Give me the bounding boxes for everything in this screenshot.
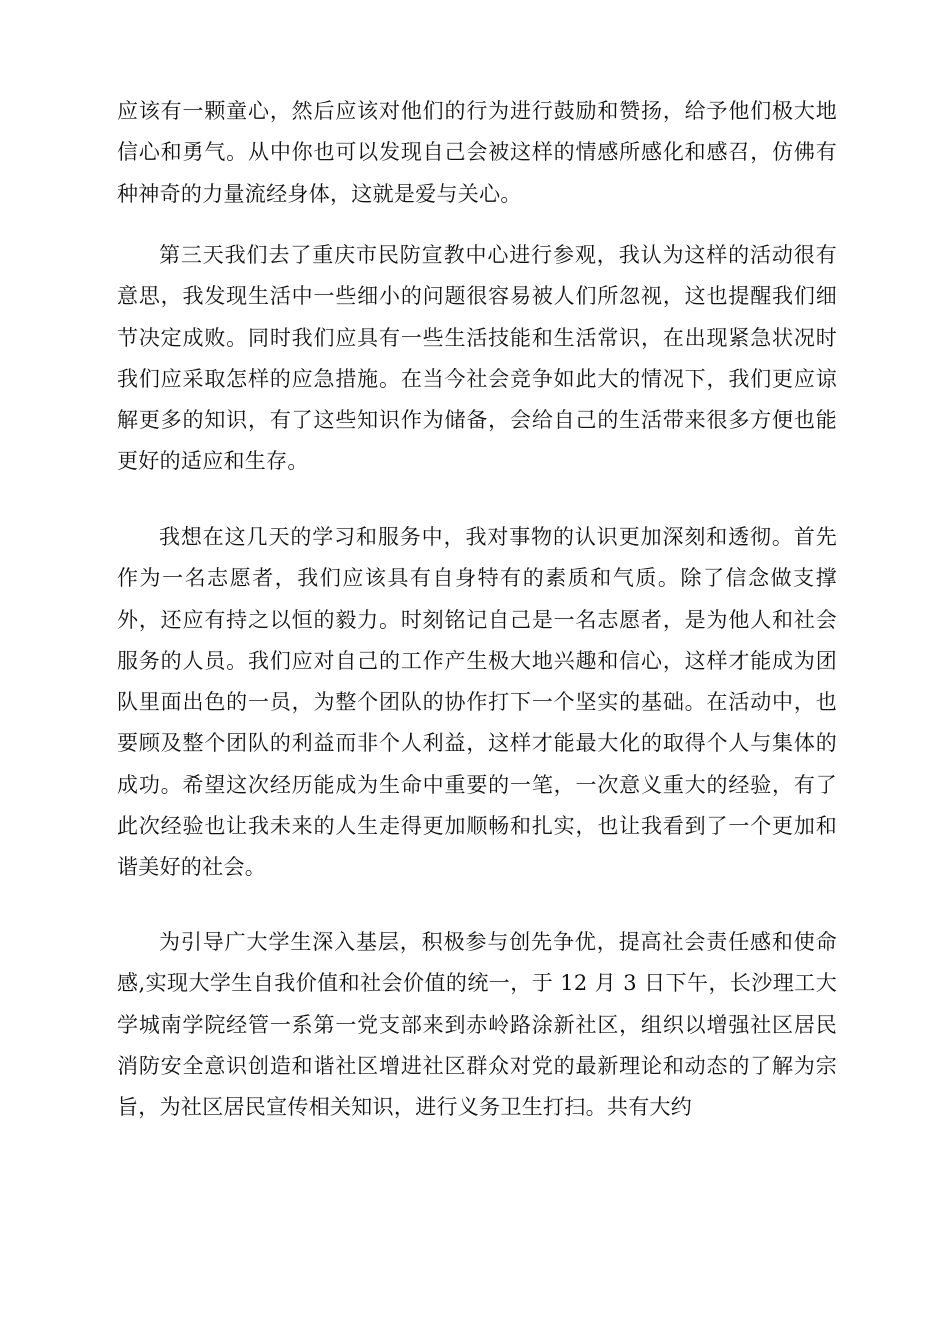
paragraph-volunteer-reflection: 我想在这几天的学习和服务中，我对事物的认识更加深刻和透彻。首先作为一名志愿者，我们应该具有自身特有的素质和气质。除了信念做支撑外，还应有持之以恒的毅力。时刻铭记自己是一名志愿者，是为他人和社会服务的人员。我们应对自己的工作产生极大地兴趣和信心，这样才能成为团队里面出色的一员，为整个团队的协作打下一个坚实的基础。在活动中，也要顾及整个团队的利益而非个人利益，这样才能最大化的取得个人与集体的成功。希望这次经历能成为生命中重要的一笔，一次意义重大的经验，有了此次经验也让我未来的人生走得更加顺畅和扎实，也让我看到了一个更加和谐美好的社会。 [117,525,837,880]
paragraph-community-service: 为引导广大学生深入基层，积极参与创先争优，提高社会责任感和使命感,实现大学生自我价值和社会价值的统一，于 12 月 3 日下午，长沙理工大学城南学院经管一系第一党支部来到赤岭路涂新社区，组织以增强社区居民消防安全意识创造和谐社区增进社区群众对党的最新理论和动态的了解为宗旨，为社区居民宣传相关知识，进行义务卫生打扫。共有大约 [117,930,837,1120]
paragraph-continuation: 应该有一颗童心，然后应该对他们的行为进行鼓励和赞扬，给予他们极大地信心和勇气。从中你也可以发现自己会被这样的情感所感化和感召，仿佛有种神奇的力量流经身体，这就是爱与关心。 [117,99,837,206]
paragraph-civil-defense-visit: 第三天我们去了重庆市民防宣教中心进行参观，我认为这样的活动很有意思，我发现生活中一些细小的问题很容易被人们所忽视，这也提醒我们细节决定成败。同时我们应具有一些生活技能和生活常识，在出现紧急状况时我们应采取怎样的应急措施。在当今社会竞争如此大的情况下，我们更应谅解更多的知识，有了这些知识作为储备，会给自己的生活带来很多方便也能更好的适应和生存。 [117,243,837,474]
